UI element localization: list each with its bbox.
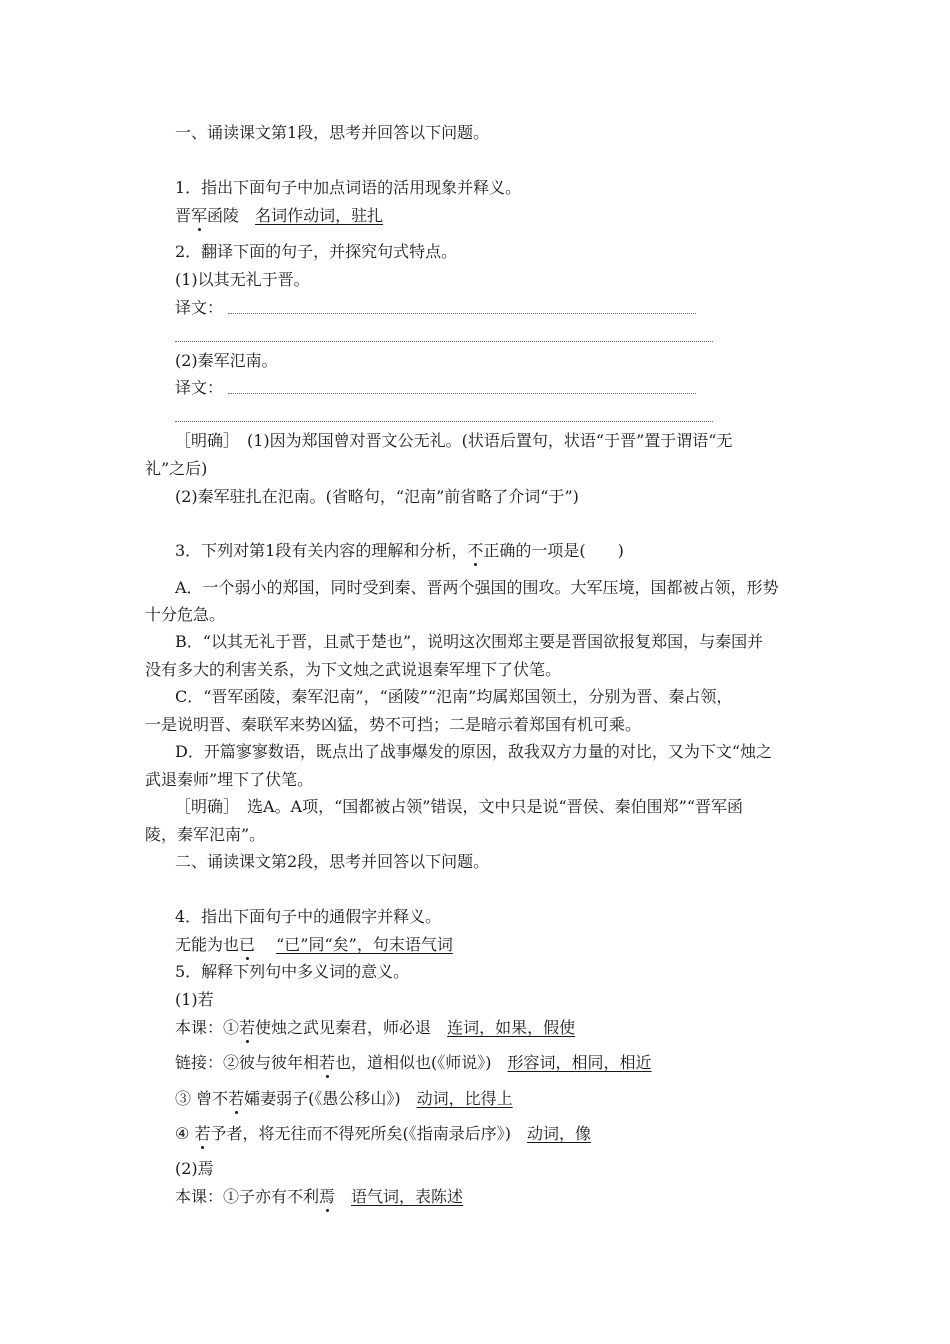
question-2-key-line-3: (2)秦军驻扎在氾南。(省略句，“氾南”前省略了介词“于”) <box>175 487 579 506</box>
option-c-line-2: 一是说明晋、秦联军来势凶猛，势不可挡；二是暗示着郑国有机可乘。 <box>145 715 642 734</box>
question-1-sentence: 晋军函陵 名词作动词，驻扎 <box>175 206 384 225</box>
question-4-answer: “已”同“矣”，句末语气词 <box>276 935 453 954</box>
question-2-prompt: 2．翻译下面的句子，并探究句式特点。 <box>175 242 458 261</box>
polysemy-example: 链接：②彼与彼年相若也，道相似也(《师说》) 形容词，相同，相近 <box>175 1053 652 1072</box>
answer-blank-line[interactable] <box>175 421 713 422</box>
polysemy-example: 本课：①若使烛之武见秦君，师必退 连词，如果，假使 <box>175 1018 576 1037</box>
polysemy-example: ③ 曾不若孀妻弱子(《愚公移山》) 动词，比得上 <box>175 1089 513 1108</box>
question-3-key-line-1: ［明确］ 选A。A项，“国都被占领”错误，文中只是说“晋侯、秦伯围郑”“晋军函 <box>175 797 744 816</box>
question-2-item-1: (1)以其无礼于晋。 <box>175 270 310 289</box>
answer-blank-line[interactable] <box>175 341 713 342</box>
question-2-item-2: (2)秦军氾南。 <box>175 351 278 370</box>
option-b-line-1: B．“以其无礼于晋，且贰于楚也”，说明这次围郑主要是晋国欲报复郑国，与秦国并 <box>175 632 764 651</box>
translation-label-1: 译文： <box>175 298 224 317</box>
answer-blank-line[interactable] <box>228 313 696 314</box>
question-2-key-line-1: ［明确］ (1)因为郑国曾对晋文公无礼。(状语后置句，状语“于晋”置于谓语“无 <box>175 431 733 450</box>
translation-label-2: 译文： <box>175 378 224 397</box>
question-3-key-line-2: 陵，秦军氾南”。 <box>145 825 266 844</box>
option-b-line-2: 没有多大的利害关系，为下文烛之武说退秦军埋下了伏笔。 <box>145 660 562 679</box>
section-heading-2: 二、诵读课文第2段，思考并回答以下问题。 <box>175 852 490 871</box>
question-4-sentence: 无能为也已 “已”同“矣”，句末语气词 <box>175 935 453 954</box>
option-d-line-1: D．开篇寥寥数语，既点出了战事爆发的原因，敌我双方力量的对比，又为下文“烛之 <box>175 742 773 761</box>
option-d-line-2: 武退秦师”埋下了伏笔。 <box>145 770 314 789</box>
question-3-prompt: 3．下列对第1段有关内容的理解和分析，不正确的一项是( ) <box>175 541 624 560</box>
polysemy-example: ④ 若予者，将无往而不得死所矣(《指南录后序》) 动词，像 <box>175 1124 591 1143</box>
answer-blank-line[interactable] <box>228 393 696 394</box>
polysemy-word-1: (1)若 <box>175 990 214 1009</box>
option-c-line-1: C．“晋军函陵，秦军氾南”，“函陵”“氾南”均属郑国领土，分别为晋、秦占领， <box>175 687 733 706</box>
question-1-answer: 名词作动词，驻扎 <box>255 206 384 225</box>
question-5-prompt: 5．解释下列句中多义词的意义。 <box>175 962 410 981</box>
question-2-key-line-2: 礼”之后) <box>145 459 208 478</box>
option-a-line-1: A．一个弱小的郑国，同时受到秦、晋两个强国的围攻。大军压境，国都被占领，形势 <box>175 578 779 597</box>
question-1-prompt: 1．指出下面句子中加点词语的活用现象并释义。 <box>175 178 522 197</box>
section-heading-1: 一、诵读课文第1段，思考并回答以下问题。 <box>175 123 490 142</box>
option-a-line-2: 十分危急。 <box>145 605 226 624</box>
question-4-prompt: 4．指出下面句子中的通假字并释义。 <box>175 907 442 926</box>
polysemy-example: 本课：①子亦有不利焉 语气词，表陈述 <box>175 1187 464 1206</box>
polysemy-word-2: (2)焉 <box>175 1159 214 1178</box>
